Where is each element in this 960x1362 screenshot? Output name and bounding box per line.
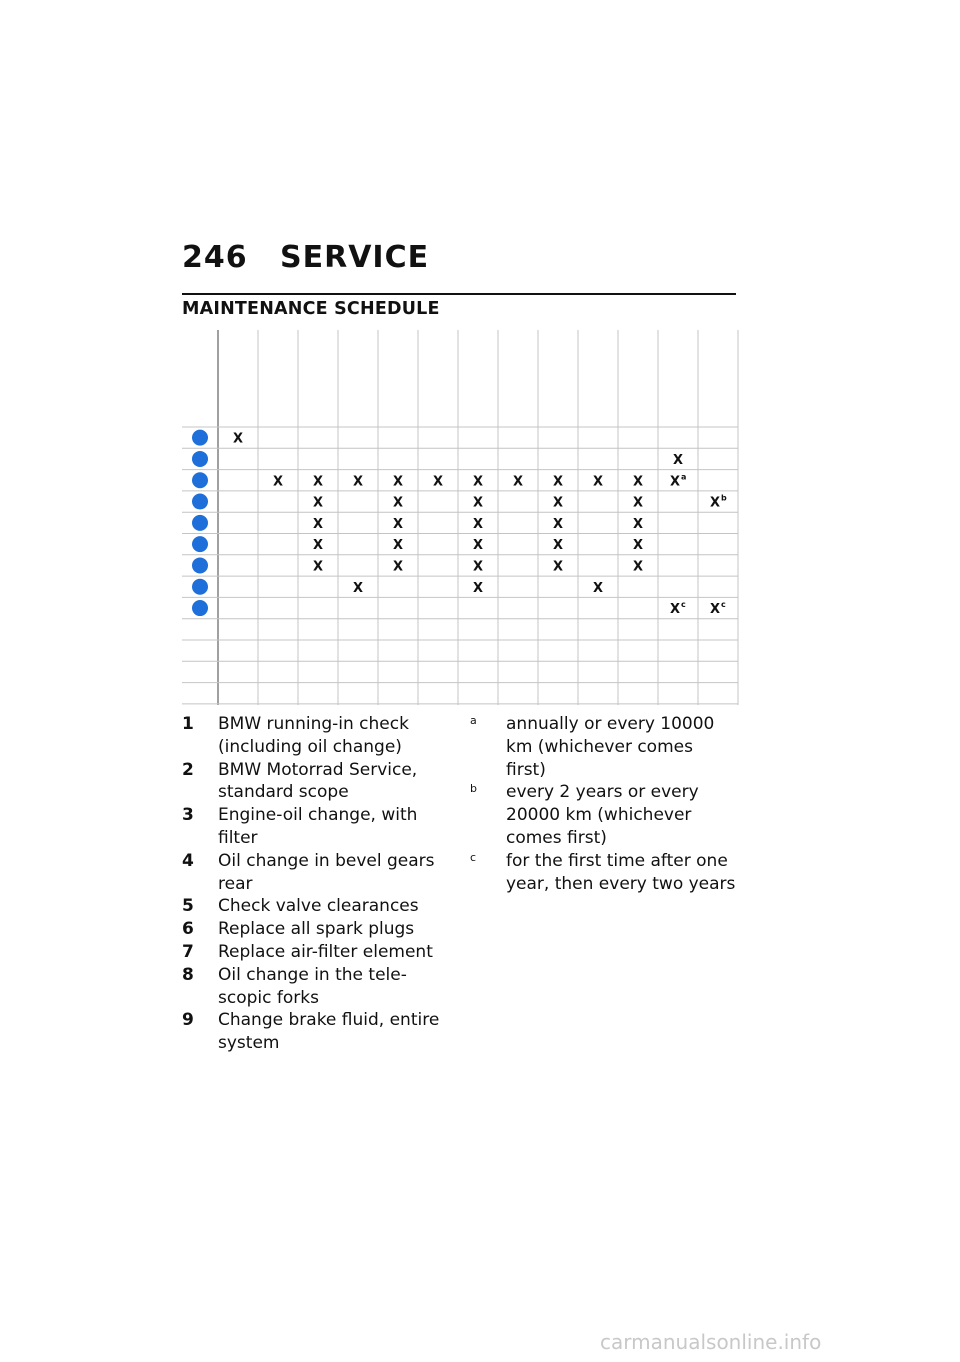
- legend-number: 1: [182, 714, 194, 734]
- service-mark: X: [312, 538, 324, 554]
- footnote-marker: b: [721, 493, 727, 503]
- legend-text: BMW running-in check (including oil change): [218, 714, 409, 757]
- service-mark: X: [552, 495, 564, 511]
- service-mark: X: [312, 474, 324, 490]
- service-mark: X: [392, 559, 404, 575]
- legend-text: Replace air-filter element: [218, 941, 433, 962]
- legend-text: BMW Motorrad Service, standard scope: [218, 759, 418, 803]
- footnote-item: [470, 781, 738, 849]
- service-mark: X: [669, 474, 681, 490]
- service-mark: X: [352, 474, 364, 490]
- legend-text: Change brake fluid, entire system: [218, 1010, 440, 1054]
- legend-item: [182, 918, 442, 941]
- service-mark: X: [392, 474, 404, 490]
- service-mark: X: [312, 495, 324, 511]
- service-mark: X: [552, 538, 564, 554]
- service-mark: X: [632, 559, 644, 575]
- service-mark: X: [552, 516, 564, 532]
- watermark: carmanualsonline.info: [600, 1330, 822, 1354]
- service-mark: X: [672, 452, 684, 468]
- service-mark: X: [472, 538, 484, 554]
- row-number-badge: [192, 600, 208, 616]
- service-mark: X: [632, 538, 644, 554]
- footnote-marker: a: [681, 472, 687, 482]
- footnote-text: every 2 years or every 20000 km (whichever comes first): [506, 782, 699, 848]
- row-number-badge: [192, 472, 208, 488]
- legend-text: Oil change in bevel gears rear: [218, 850, 435, 894]
- legend-item: [182, 1009, 442, 1055]
- legend-text: Check valve clearances: [218, 896, 419, 917]
- footnote-text: for the first time after one year, then every two years: [506, 850, 736, 894]
- service-mark: X: [552, 559, 564, 575]
- legend-number: 8: [182, 964, 194, 985]
- legend-item: [182, 804, 442, 850]
- row-number-badge: [192, 430, 208, 446]
- row-number-badge: [192, 494, 208, 510]
- legend-number: 9: [182, 1010, 194, 1031]
- service-mark: X: [512, 474, 524, 490]
- legend-item: [182, 850, 442, 896]
- footnote-mark: c: [470, 850, 477, 864]
- service-mark: X: [312, 516, 324, 532]
- legend-item: [182, 941, 442, 964]
- footnote-mark: b: [470, 782, 477, 796]
- page-number: 246: [182, 240, 248, 275]
- legend-number: 5: [182, 896, 194, 917]
- footnote-mark: a: [470, 714, 477, 727]
- legend-text: Engine-oil change, with filter: [218, 805, 418, 848]
- legend-number: 6: [182, 919, 194, 940]
- service-mark: X: [232, 431, 244, 447]
- legend-item: [182, 759, 442, 805]
- service-mark: X: [312, 559, 324, 575]
- service-mark: X: [592, 580, 604, 596]
- service-mark: X: [592, 474, 604, 490]
- legend-number: 7: [182, 941, 194, 962]
- service-mark: X: [552, 474, 564, 490]
- footnote-marker: c: [721, 600, 726, 610]
- footnote-text: annually or every 10000 km (whichever comes first): [506, 714, 715, 780]
- footnote-marker: c: [681, 600, 686, 610]
- legend-text: Oil change in the telescopic forks: [218, 964, 407, 1008]
- service-mark: X: [632, 495, 644, 511]
- legend-number: 2: [182, 759, 194, 780]
- service-mark: X: [472, 474, 484, 490]
- footnote-item: [470, 713, 738, 781]
- service-mark: X: [392, 538, 404, 554]
- legend-list: [182, 713, 442, 1055]
- service-mark: X: [632, 516, 644, 532]
- service-mark: X: [472, 580, 484, 596]
- row-number-badge: [192, 579, 208, 595]
- row-number-badge: [192, 451, 208, 467]
- service-mark: X: [392, 516, 404, 532]
- service-mark: X: [272, 474, 284, 490]
- service-mark: X: [669, 602, 681, 618]
- chapter-title: SERVICE: [280, 240, 430, 275]
- legend-text: Replace all spark plugs: [218, 919, 415, 940]
- row-number-badge: [192, 515, 208, 531]
- service-mark: X: [352, 580, 364, 596]
- service-mark: X: [632, 474, 644, 490]
- legend-item: [182, 895, 442, 918]
- row-number-badge: [192, 557, 208, 573]
- service-mark: X: [709, 495, 721, 511]
- row-number-badge: [192, 536, 208, 552]
- service-mark: X: [472, 516, 484, 532]
- legend-item: [182, 713, 442, 759]
- footnote-item: [470, 850, 738, 896]
- section-title: MAINTENANCE SCHEDULE: [182, 299, 440, 319]
- service-mark: X: [392, 495, 404, 511]
- service-mark: X: [472, 495, 484, 511]
- legend-item: [182, 964, 442, 1010]
- service-mark: X: [472, 559, 484, 575]
- service-mark: X: [432, 474, 444, 490]
- footnotes-list: [470, 713, 738, 895]
- legend-number: 4: [182, 850, 194, 871]
- legend-number: 3: [182, 805, 194, 826]
- service-mark: X: [709, 602, 721, 618]
